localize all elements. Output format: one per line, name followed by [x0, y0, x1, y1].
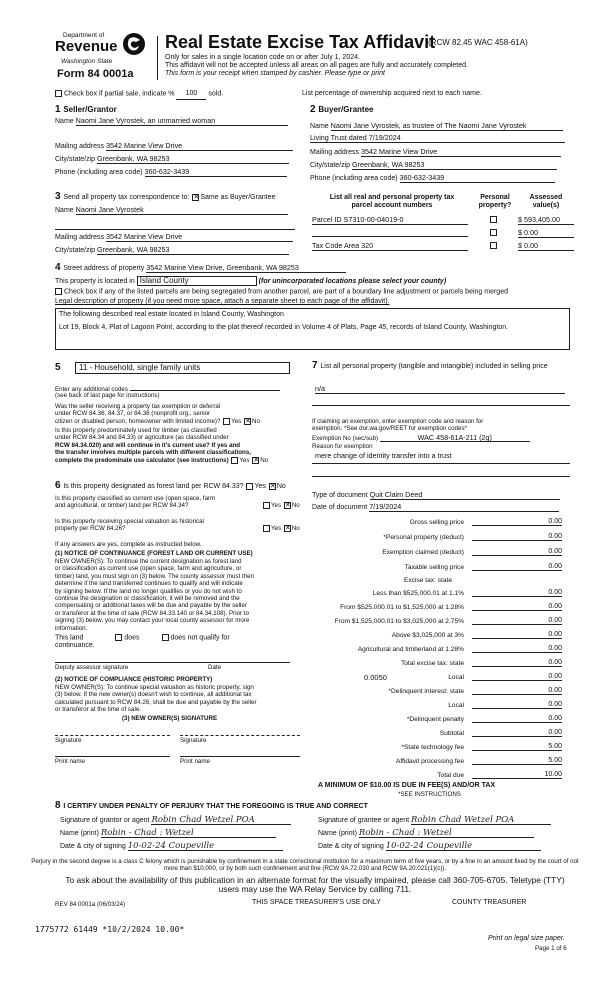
- county-select[interactable]: Island County: [137, 276, 257, 286]
- seller-city-field[interactable]: Greenbank, WA 98253: [97, 155, 289, 164]
- doc-date-row: Date of document 7/19/2024: [312, 503, 559, 512]
- calc-row: Taxable selling price 0.00: [404, 563, 562, 571]
- seller-phone-field[interactable]: 360-632-3439: [145, 168, 287, 177]
- exemption-no-row: Exemption No (sec/sub) WAC 458-61A-211 (2g): [312, 434, 530, 442]
- street-field[interactable]: 3542 Marine View Drive, Greenbank, WA 98253: [146, 264, 346, 273]
- q2-no-checkbox[interactable]: [252, 457, 259, 464]
- assessed-value-field[interactable]: $ 593,405.00: [518, 215, 574, 225]
- personal-checkbox[interactable]: [490, 216, 497, 223]
- grantor-name-row: Name (print) Robin - Chad : Wetzel: [60, 829, 276, 838]
- personal-property-line-2: [312, 405, 570, 406]
- page-title: Real Estate Excise Tax Affidavit: [165, 32, 436, 52]
- parcel-number-field[interactable]: [312, 228, 468, 237]
- alt-format-notice: To ask about the availability of this publication in an alternate format for the visually impaired, please call 360-705-6705. Teletype (TTY) users may use the WA Relay Service by calling 711.: [65, 875, 565, 894]
- calc-amount[interactable]: 0.00: [472, 659, 562, 667]
- calc-row: Subtotal 0.00: [439, 729, 562, 737]
- header-line3: This form is your receipt when stamped by cashier. Please type or print: [165, 70, 385, 77]
- grantor-name-field[interactable]: Robin - Chad : Wetzel: [101, 829, 276, 838]
- s6-q2: Is this property classified as current use (open space, farm and agricultural, or timber) land per RCW 84.34? Yes ✕ No: [55, 495, 310, 510]
- historic-no-checkbox[interactable]: [284, 525, 291, 532]
- cashier-stamp: 1775772 61449 *10/2/2024 10.00*: [35, 925, 185, 934]
- personal-checkbox[interactable]: [490, 229, 497, 236]
- exemption-text: If claiming an exemption, enter exemption code and reason for exemption. *See dor.wa.gov/REET for exemption codes*: [312, 418, 484, 433]
- partial-sold: sold.: [208, 90, 224, 98]
- use-code-select[interactable]: 11 - Household, single family units: [75, 362, 290, 374]
- same-as-buyer-checkbox[interactable]: [192, 194, 199, 201]
- see-instructions-note: *SEE INSTRUCTIONS: [398, 791, 461, 798]
- add-codes-row: Enter any additional codes: [55, 384, 280, 393]
- calc-amount[interactable]: 0.00: [472, 617, 562, 625]
- print-name-line-2[interactable]: [180, 756, 300, 757]
- see-instructions: (see back of last page for instructions): [55, 392, 160, 399]
- header-line2: This affidavit will not be accepted unless all areas on all pages are fully and accurately completed.: [165, 62, 468, 69]
- grantor-signature[interactable]: Robin Chad Wetzel POA: [151, 816, 291, 825]
- assessed-header: Assessed value(s): [529, 194, 563, 210]
- segregated-checkbox[interactable]: [55, 288, 62, 295]
- corr-name-row: Name Naomi Jane Vyrostek: [55, 206, 288, 215]
- calc-amount[interactable]: 5.00: [472, 757, 562, 765]
- s5-q1: Was the seller receiving a property tax exemption or deferral under RCW 84.36, 84.37, or 84.38 (nonprofit org., senior citizen or disabled person, homeowner with limited income)? Yes ✕ No: [55, 403, 305, 425]
- buyer-phone-row: Phone (including area code) 360-632-3439: [310, 174, 555, 183]
- parcel-row: [312, 215, 574, 228]
- calc-row: Above $3,025,000 at 3% 0.00: [391, 631, 562, 639]
- exemption-no-field[interactable]: WAC 458-61A-211 (2g): [380, 434, 530, 442]
- segregated-row: Check box if any of the listed parcels are being segregated from another parcel, are part of a boundary line adjustment or parcels being merged: [55, 288, 508, 297]
- grantee-date-row: Date & city of signing 10-02-24 Coupeville: [318, 842, 541, 851]
- list-pct-note: List percentage of ownership acquired next to each name.: [302, 90, 482, 97]
- buyer-mail-row: Mailing address 3542 Marine View Drive: [310, 148, 561, 157]
- grantee-signature[interactable]: Robin Chad Wetzel POA: [411, 816, 551, 825]
- buyer-name-field-2[interactable]: Living Trust dated 7/19/2024: [310, 134, 565, 143]
- form-number: Form 84 0001a: [57, 68, 134, 80]
- notice-1-heading: (1) NOTICE OF CONTINUANCE (FOREST LAND OR CURRENT USE): [55, 550, 253, 557]
- seller-name-row: Name Naomi Jane Vyrostek, an unmarried woman: [55, 117, 295, 126]
- calc-amount[interactable]: 0.00: [472, 701, 562, 709]
- calc-row: Less than $525,000.01 at 1.1% 0.00: [372, 589, 562, 597]
- calc-row: From $1,525,000.01 to $3,025,000 at 2.75% 0.00: [334, 617, 562, 625]
- calc-row: Exemption claimed (deduct) 0.00: [382, 548, 562, 556]
- partial-sale-checkbox[interactable]: [55, 90, 62, 97]
- logo-dept: Department of: [63, 32, 105, 39]
- print-name-label-1: Print name: [55, 758, 85, 765]
- buyer-city-row: City/state/zip Greenbank, WA 98253: [310, 161, 557, 170]
- parcel-number-field[interactable]: Parcel ID S7310-00-04019-0: [312, 215, 468, 225]
- grantee-date-field[interactable]: 10-02-24 Coupeville: [386, 842, 541, 851]
- seller-city-row: City/state/zip Greenbank, WA 98253: [55, 155, 289, 164]
- does-not-checkbox[interactable]: [162, 634, 169, 641]
- seller-mail-field[interactable]: 3542 Marine View Drive: [106, 142, 293, 151]
- notice-1-text: NEW OWNER(S): To continue the current designation as forest land or classification as current use (open space, farm and agriculture, or timber) land, you must sign on (3) below. The county assessor must then determine if the land transferred continues to qualify and will indicate by signing below. If the land no longer qualifies or you do not wish to continue the designation or classification, it will be removed and the compensating or additional taxes will be due and payable by the seller or transferor at the time of sale (RCW 84.33.140 or 84.34.108). Prior to signing (3) below, you may contact your local county assessor for more information.: [55, 558, 255, 632]
- calc-row: Gross selling price 0.00: [409, 518, 562, 526]
- deputy-sig-line[interactable]: [55, 662, 290, 663]
- calc-amount[interactable]: 0.00: [472, 603, 562, 611]
- calc-amount[interactable]: 0.00: [472, 715, 562, 723]
- new-owner-sig-line-1[interactable]: [55, 735, 170, 736]
- section-2-heading: 2 Buyer/Grantee: [310, 104, 374, 115]
- grantor-date-field[interactable]: 10-02-24 Coupeville: [128, 842, 283, 851]
- section-1-heading: 1 Seller/Grantor: [55, 104, 117, 115]
- partial-sale-row: [55, 90, 223, 100]
- section-5-heading: 5: [55, 362, 61, 373]
- section-3-heading: 3 Send all property tax correspondence to: ✕ Same as Buyer/Grantee: [55, 193, 275, 202]
- parcel-header: List all real and personal property tax parcel account numbers: [329, 194, 455, 210]
- logo-state: Washington State: [61, 58, 113, 65]
- calc-row: Total due 10.00: [437, 771, 562, 779]
- buyer-name-field[interactable]: Naomi Jane Vyrostek, as trustee of The Naomi Jane Vyrostek: [331, 122, 563, 131]
- notice-3-heading: (3) NEW OWNER(S) SIGNATURE: [122, 715, 218, 722]
- reason-line-1: [312, 463, 570, 464]
- partial-label: Check box if partial sale, indicate %: [64, 90, 175, 98]
- calc-row: Excise tax: state: [403, 577, 452, 584]
- calc-amount[interactable]: 0.00: [472, 687, 562, 695]
- currentuse-no-checkbox[interactable]: [284, 502, 291, 509]
- calc-row: *Delinquent interest: state 0.00: [388, 687, 562, 695]
- dor-logo: [55, 32, 155, 84]
- treasurer-use: THIS SPACE TREASURER'S USE ONLY: [252, 899, 381, 906]
- q2-yes-checkbox[interactable]: [231, 457, 238, 464]
- reason-field[interactable]: mere change of identity transfer into a trust: [315, 451, 452, 460]
- corr-blank-line: [55, 229, 295, 230]
- legal-label: Legal description of property (if you need more space, attach a separate sheet to each page of the affidavit).: [55, 298, 390, 305]
- calc-row: Total excise tax: state 0.00: [400, 659, 562, 667]
- calc-amount[interactable]: 0.00: [472, 533, 562, 541]
- legal-paper-note: Print on legal size paper.: [488, 935, 565, 942]
- q1-yes-checkbox[interactable]: [223, 418, 230, 425]
- new-owner-sig-line-2[interactable]: [180, 735, 300, 736]
- seller-phone-row: Phone (including area code) 360-632-3439: [55, 168, 287, 177]
- print-name-label-2: Print name: [180, 758, 210, 765]
- calc-row: Affidavit processing fee 5.00: [395, 757, 562, 765]
- grantor-sig-row: Signature of grantor or agent Robin Chad Wetzel POA: [60, 816, 291, 825]
- legal-description-box[interactable]: [55, 308, 570, 350]
- if-any-yes: If any answers are yes, complete as instructed below.: [55, 541, 202, 548]
- page-number: Page 1 of 6: [535, 945, 567, 952]
- grantor-date-row: Date & city of signing 10-02-24 Coupeville: [60, 842, 283, 851]
- does-checkbox[interactable]: [115, 634, 122, 641]
- notice-2-heading: (2) NOTICE OF COMPLIANCE (HISTORIC PROPERTY): [55, 676, 213, 683]
- doc-date-field[interactable]: 7/19/2024: [369, 503, 559, 512]
- county-treasurer: COUNTY TREASURER: [452, 899, 527, 906]
- parcel-number-field[interactable]: Tax Code Area 320: [312, 241, 468, 251]
- assessed-value-field[interactable]: $ 0.00: [518, 241, 574, 251]
- rcw-ref: (RCW 82.45 WAC 458-61A): [428, 38, 528, 47]
- doc-type-field[interactable]: Quit Claim Deed: [370, 491, 560, 500]
- corr-mail-field[interactable]: 3542 Marine View Drive: [106, 233, 293, 242]
- s6-q3: Is this property receiving special valuation as historical property per RCW 84.26? Yes ✕ No: [55, 518, 310, 533]
- calc-amount[interactable]: 0.00: [472, 518, 562, 526]
- parcel-row: [312, 228, 574, 241]
- partial-pct[interactable]: 100: [176, 90, 206, 99]
- forest-no-checkbox[interactable]: [269, 483, 276, 490]
- signature-label-1: Signature: [55, 737, 82, 744]
- calc-row: *State technology fee 5.00: [401, 743, 562, 751]
- calc-row: Agricultural and timberland at 1.28% 0.00: [357, 645, 562, 653]
- historic-yes-checkbox[interactable]: [263, 525, 270, 532]
- calc-amount[interactable]: 0.00: [472, 729, 562, 737]
- print-name-line-1[interactable]: [55, 756, 170, 757]
- calc-row: *Personal property (deduct) 0.00: [383, 533, 562, 541]
- calc-amount[interactable]: 0.00: [472, 673, 562, 681]
- corr-name-field[interactable]: Naomi Jane Vyrostek: [76, 206, 288, 215]
- assessed-value-field[interactable]: $ 0.00: [518, 228, 574, 238]
- currentuse-yes-checkbox[interactable]: [263, 502, 270, 509]
- corr-city-field[interactable]: Greenbank, WA 98253: [97, 246, 289, 255]
- personal-header: Personal property?: [478, 194, 512, 210]
- legal-line-2: Lot 19, Block 4, Plat of Lagoon Point, according to the plat thereof recorded in Volume 4 of Plats, Page 45, records of Island County, Washington.: [59, 324, 509, 332]
- corr-city-row: City/state/zip Greenbank, WA 98253: [55, 246, 289, 255]
- wa-logo-icon: [121, 32, 147, 56]
- add-codes-field[interactable]: [130, 384, 280, 391]
- deputy-sig-label: Deputy assessor signature: [55, 664, 129, 671]
- county-row: This property is located in Island County (for unincorporated locations please select your county): [55, 276, 447, 285]
- calc-amount[interactable]: 0.00: [472, 589, 562, 597]
- buyer-name-row: Name Naomi Jane Vyrostek, as trustee of The Naomi Jane Vyrostek: [310, 122, 563, 131]
- seller-name-field[interactable]: Naomi Jane Vyrostek, an unmarried woman: [76, 117, 288, 126]
- header-line1: Only for sales in a single location code on or after July 1, 2024.: [165, 54, 360, 61]
- doc-type-row: Type of document Quit Claim Deed: [312, 491, 560, 500]
- calc-row: *Delinquent penalty 0.00: [406, 715, 562, 723]
- minimum-notice: A MINIMUM OF $10.00 IS DUE IN FEE(S) AND/OR TAX: [318, 782, 496, 789]
- this-land-row: This land does does not qualify for: [55, 634, 230, 642]
- grantee-name-row: Name (print) Robin - Chad : Wetzel: [318, 829, 534, 838]
- seller-mail-row: Mailing address 3542 Marine View Drive: [55, 142, 293, 151]
- street-row: 4 Street address of property 3542 Marine View Drive, Greenbank, WA 98253: [55, 264, 346, 273]
- section-8-certify: 8 I CERTIFY UNDER PENALTY OF PERJURY THAT THE FOREGOING IS TRUE AND CORRECT: [55, 800, 368, 811]
- local-rate: 0.0050: [364, 673, 387, 682]
- s6-q1: 6 Is this property designated as forest land per RCW 84.33? Yes ✕ No: [55, 482, 286, 491]
- legal-line-1: The following described real estate located in Island County, Washington: [59, 311, 284, 318]
- calc-amount[interactable]: 0.00: [472, 563, 562, 571]
- personal-checkbox[interactable]: [490, 242, 497, 249]
- calc-amount[interactable]: 0.00: [472, 548, 562, 556]
- signature-label-2: Signature: [180, 737, 207, 744]
- calc-amount[interactable]: 5.00: [472, 743, 562, 751]
- rev-code: REV 84 0001a (06/03/24): [55, 901, 126, 908]
- grantee-sig-row: Signature of grantee or agent Robin Chad Wetzel POA: [318, 816, 551, 825]
- perjury-notice: Perjury in the second degree is a class C felony which is punishable by confinement in a state correctional institution for a maximum term of five years, or by a fine in an amount fixed by the court of not more than $10,000, or by both such confinement and fine (RCW 9A.72.030 and RCW 9A.20.021(1)(c)).: [31, 858, 579, 873]
- header-divider: [157, 36, 158, 80]
- buyer-city-field[interactable]: Greenbank, WA 98253: [352, 161, 557, 170]
- parcel-table: [312, 215, 574, 254]
- parcel-row: [312, 241, 574, 254]
- calc-row: 0.0050 Local 0.00: [364, 673, 562, 682]
- grantee-name-field[interactable]: Robin - Chad : Wetzel: [359, 829, 534, 838]
- buyer-mail-field[interactable]: 3542 Marine View Drive: [361, 148, 561, 157]
- reason-line-2: [312, 476, 570, 477]
- calc-amount[interactable]: 0.00: [472, 631, 562, 639]
- s5-q2: Is this property predominately used for timber (as classified under RCW 84.34 and 84.33) or agriculture (as classified under RCW 84.34.020) and will continue in it's current use? If yes and the transfer involves multiple parcels with different classifications, complete the predominate use calculator (see instructions) Yes ✕ No: [55, 427, 305, 464]
- buyer-phone-field[interactable]: 360-632-3439: [400, 174, 555, 183]
- notice-2-text: NEW OWNER(S): To continue special valuation as historic property, sign (3) below. If the new owner(s) doesn't wish to continue, all additional tax calculated pursuant to RCW 84.26, shall be due and payable by the seller or transferor at the time of sale.: [55, 684, 257, 714]
- calc-row: From $525,000.01 to $1,525,000 at 1.28% 0.00: [340, 603, 562, 611]
- q1-no-checkbox[interactable]: [244, 418, 251, 425]
- reason-label: Reason for exemption: [312, 443, 373, 450]
- calc-amount[interactable]: 10.00: [472, 771, 562, 779]
- calc-row: Local 0.00: [448, 701, 562, 709]
- corr-mail-row: Mailing address 3542 Marine View Drive: [55, 233, 293, 242]
- section-7-label: 7 List all personal property (tangible and intangible) included in selling price: [312, 360, 548, 371]
- forest-yes-checkbox[interactable]: [246, 483, 253, 490]
- deputy-date-label: Date: [208, 664, 222, 671]
- calc-amount[interactable]: 0.00: [472, 645, 562, 653]
- logo-revenue: Revenue: [55, 38, 118, 55]
- personal-property-field[interactable]: n/a: [315, 385, 565, 394]
- continuance: continuance.: [55, 642, 95, 649]
